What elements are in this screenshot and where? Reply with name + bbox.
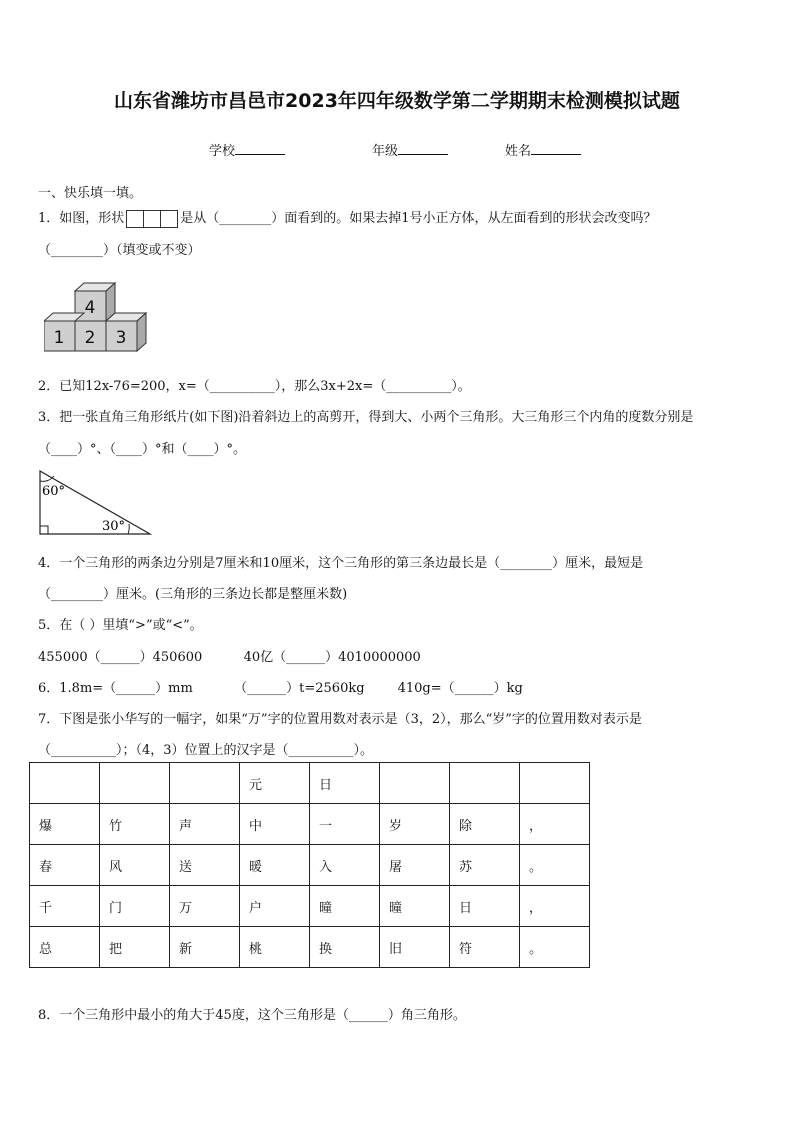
angle-30-label: 30° <box>102 519 126 534</box>
grid-cell: 春 <box>30 845 100 886</box>
character-grid <box>29 762 590 968</box>
question-3-line-2: （____）°、（____）°和（____）°。 <box>38 442 247 457</box>
q1-text-a: 1．如图，形状 <box>38 211 125 226</box>
grid-cell: 。 <box>520 845 590 886</box>
grid-cell: 爆 <box>30 804 100 845</box>
grid-cell: 风 <box>100 845 170 886</box>
grid-cell: 总 <box>30 927 100 968</box>
school-blank[interactable] <box>235 142 285 155</box>
grid-cell: 万 <box>170 886 240 927</box>
name-field <box>505 140 581 159</box>
school-field <box>209 140 285 159</box>
grid-cell: 换 <box>310 927 380 968</box>
question-4-line-1: 4．一个三角形的两条边分别是7厘米和10厘米，这个三角形的第三条边最长是（________）厘米，最短是 <box>38 556 644 571</box>
grid-row <box>30 927 590 968</box>
grid-cell: 桃 <box>240 927 310 968</box>
grid-cell: 苏 <box>450 845 520 886</box>
grid-cell: 曈 <box>310 886 380 927</box>
grid-cell: 符 <box>450 927 520 968</box>
grid-cell: 送 <box>170 845 240 886</box>
grid-cell: 入 <box>310 845 380 886</box>
grid-cell: ， <box>520 804 590 845</box>
question-8: 8．一个三角形中最小的角大于45度，这个三角形是（______）角三角形。 <box>38 1008 466 1023</box>
cube-label-3: 3 <box>115 328 127 348</box>
cube-label-2: 2 <box>84 328 96 348</box>
grid-cell <box>30 763 100 804</box>
question-3-line-1: 3．把一张直角三角形纸片(如下图)沿着斜边上的高剪开，得到大、小两个三角形。大三角形三个内角的度数分别是 <box>38 410 694 425</box>
grid-cell: 。 <box>520 927 590 968</box>
section-heading: 一、快乐填一填。 <box>38 186 143 201</box>
grade-label: 年级 <box>372 144 399 159</box>
angle-60-label: 60° <box>42 484 66 499</box>
grid-row <box>30 763 590 804</box>
grid-cell: 中 <box>240 804 310 845</box>
grade-blank[interactable] <box>398 142 448 155</box>
grid-cell: 暖 <box>240 845 310 886</box>
name-blank[interactable] <box>531 142 581 155</box>
exam-title: 山东省潍坊市昌邑市2023年四年级数学第二学期期末检测模拟试题 <box>114 90 680 112</box>
grid-cell: 一 <box>310 804 380 845</box>
grid-cell: 竹 <box>100 804 170 845</box>
question-2: 2．已知12x-76=200，x=（__________），那么3x+2x=（__________）。 <box>38 379 471 394</box>
grid-cell: 屠 <box>380 845 450 886</box>
grid-cell <box>170 763 240 804</box>
right-triangle-figure <box>36 468 154 538</box>
name-label: 姓名 <box>505 144 532 159</box>
grid-cell <box>100 763 170 804</box>
grid-cell: 日 <box>450 886 520 927</box>
grid-cell: 新 <box>170 927 240 968</box>
cube-label-4: 4 <box>84 298 96 318</box>
grid-cell: 日 <box>310 763 380 804</box>
grid-row <box>30 845 590 886</box>
question-5-line-2: 455000（______）450600 40亿（______）4010000000 <box>38 650 421 665</box>
grid-cell <box>380 763 450 804</box>
cube-label-1: 1 <box>53 328 65 348</box>
question-5-line-1: 5．在（ ）里填“>”或“<”。 <box>38 618 203 633</box>
grid-cell <box>520 763 590 804</box>
grid-cell <box>450 763 520 804</box>
grid-cell: 岁 <box>380 804 450 845</box>
grid-cell: 千 <box>30 886 100 927</box>
grid-cell: 门 <box>100 886 170 927</box>
grid-cell: 声 <box>170 804 240 845</box>
grid-cell: 元 <box>240 763 310 804</box>
q1-text-c: （________）（填变或不变） <box>38 243 201 258</box>
question-1 <box>38 207 657 228</box>
grid-cell: 曈 <box>380 886 450 927</box>
question-4-line-2: （________）厘米。(三角形的三条边长都是整厘米数) <box>38 587 348 602</box>
question-7-line-2: （__________）；（4，3）位置上的汉字是（__________）。 <box>38 743 374 758</box>
question-6: 6．1.8m=（______）mm （______）t=2560kg 410g=（______）kg <box>38 681 523 696</box>
grade-field <box>372 140 448 159</box>
grid-cell: 户 <box>240 886 310 927</box>
grid-row <box>30 804 590 845</box>
three-square-shape-icon <box>126 210 178 228</box>
grid-cell: 除 <box>450 804 520 845</box>
cube-figure <box>44 281 148 353</box>
grid-cell: 把 <box>100 927 170 968</box>
grid-row <box>30 886 590 927</box>
q1-text-b: 是从（________）面看到的。如果去掉1号小正方体，从左面看到的形状会改变吗？ <box>180 211 657 226</box>
school-label: 学校 <box>209 144 236 159</box>
grid-cell: 旧 <box>380 927 450 968</box>
grid-cell: ， <box>520 886 590 927</box>
question-7-line-1: 7．下图是张小华写的一幅字，如果“万”字的位置用数对表示是（3，2），那么“岁”字的位置用数对表示是 <box>38 712 642 727</box>
